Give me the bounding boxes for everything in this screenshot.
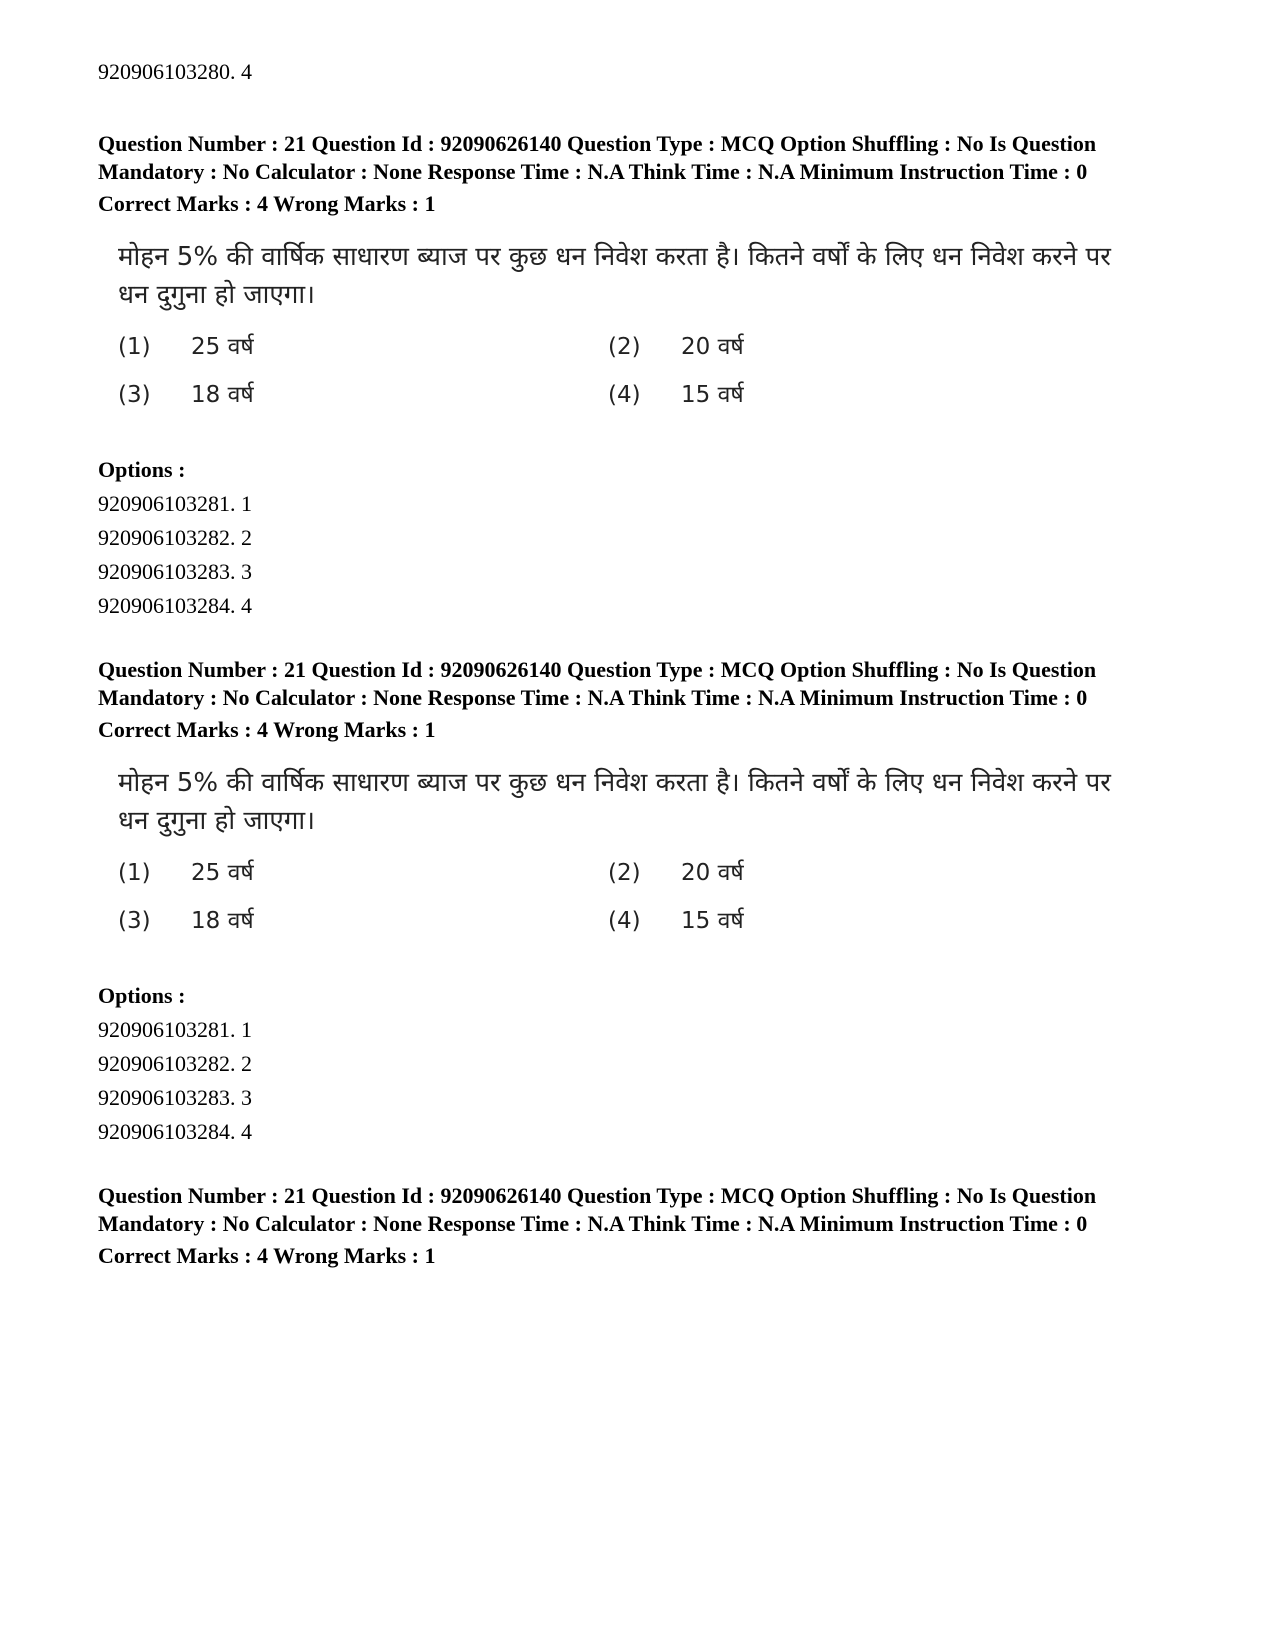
option-line: 920906103284. 4	[98, 1119, 252, 1144]
question-meta: Question Number : 21 Question Id : 92090626140 Question Type : MCQ Option Shuffling : No Is Question Mandatory : No Calculator : None Response Time : N.A Think Time : N.A Minimum Instruction Time : 0	[98, 1183, 1097, 1236]
question-meta: Question Number : 21 Question Id : 92090626140 Question Type : MCQ Option Shuffling : No Is Question Mandatory : No Calculator : None Response Time : N.A Think Time : N.A Minimum Instruction Time : 0	[98, 131, 1097, 184]
choice-value: 15 वर्ष	[681, 908, 744, 934]
options-heading: Options :	[98, 983, 186, 1008]
choice-number: (4)	[608, 908, 641, 934]
option-line: 920906103282. 2	[98, 1051, 252, 1076]
question-marks: Correct Marks : 4 Wrong Marks : 1	[98, 191, 436, 216]
question-block-3	[98, 1182, 1178, 1270]
document-page	[98, 58, 1178, 1306]
option-line: 920906103283. 3	[98, 559, 252, 584]
answer-choice	[608, 854, 1098, 892]
question-marks: Correct Marks : 4 Wrong Marks : 1	[98, 1243, 436, 1268]
choice-number: (1)	[118, 334, 151, 360]
choice-value: 25 वर्ष	[191, 860, 254, 886]
choice-number: (3)	[118, 382, 151, 408]
option-line: 920906103283. 3	[98, 1085, 252, 1110]
choice-number: (2)	[608, 860, 641, 886]
question-block-2	[98, 656, 1178, 1146]
option-line: 920906103282. 2	[98, 525, 252, 550]
option-line: 920906103284. 4	[98, 593, 252, 618]
question-image	[118, 764, 1118, 982]
choice-value: 18 वर्ष	[191, 382, 254, 408]
answer-choice	[608, 328, 1098, 366]
choice-value: 18 वर्ष	[191, 908, 254, 934]
question-meta: Question Number : 21 Question Id : 92090626140 Question Type : MCQ Option Shuffling : No Is Question Mandatory : No Calculator : None Response Time : N.A Think Time : N.A Minimum Instruction Time : 0	[98, 657, 1097, 710]
choice-value: 20 वर्ष	[681, 860, 744, 886]
choice-number: (1)	[118, 860, 151, 886]
question-text: मोहन 5% की वार्षिक साधारण ब्याज पर कुछ धन निवेश करता है। कितने वर्षों के लिए धन निवेश करने पर धन दुगुना हो जाएगा।	[118, 768, 1111, 836]
answer-choice	[608, 902, 1098, 940]
question-block-1	[98, 130, 1178, 620]
previous-option-line: 920906103280. 4	[98, 59, 252, 84]
choice-number: (2)	[608, 334, 641, 360]
answer-choice	[608, 376, 1098, 414]
choice-value: 25 वर्ष	[191, 334, 254, 360]
answer-choice	[118, 854, 608, 892]
answer-choice	[118, 328, 608, 366]
option-line: 920906103281. 1	[98, 491, 252, 516]
options-heading: Options :	[98, 457, 186, 482]
answer-choice	[118, 376, 608, 414]
answer-choices	[118, 328, 1118, 414]
choice-value: 20 वर्ष	[681, 334, 744, 360]
choice-number: (3)	[118, 908, 151, 934]
choice-value: 15 वर्ष	[681, 382, 744, 408]
question-marks: Correct Marks : 4 Wrong Marks : 1	[98, 717, 436, 742]
question-image	[118, 238, 1118, 456]
answer-choice	[118, 902, 608, 940]
option-line: 920906103281. 1	[98, 1017, 252, 1042]
answer-choices	[118, 854, 1118, 940]
question-text: मोहन 5% की वार्षिक साधारण ब्याज पर कुछ धन निवेश करता है। कितने वर्षों के लिए धन निवेश करने पर धन दुगुना हो जाएगा।	[118, 242, 1111, 310]
choice-number: (4)	[608, 382, 641, 408]
